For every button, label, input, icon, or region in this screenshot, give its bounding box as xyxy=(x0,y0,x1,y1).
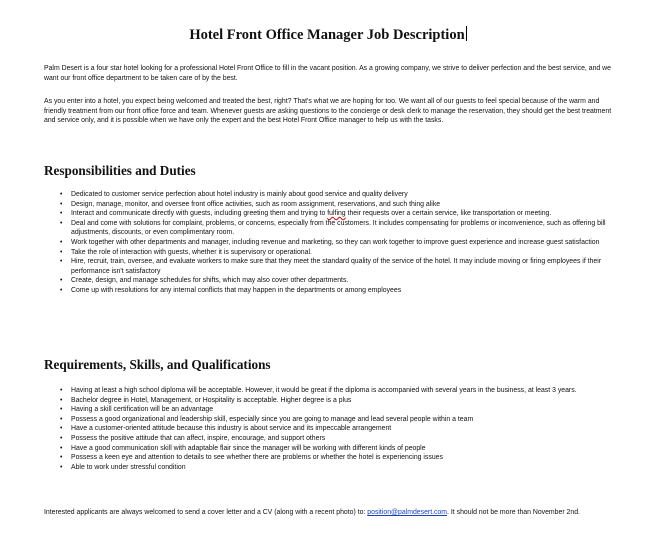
list-item-text: Having a skill certification will be an advantage xyxy=(71,406,214,414)
bullet-icon: • xyxy=(60,454,63,462)
bullet-icon: • xyxy=(60,238,63,246)
list-item-text: Possess the positive attitude that can affect, inspire, encourage, and support others xyxy=(71,434,326,442)
list-item xyxy=(60,453,612,463)
closing-text: Interested applicants are always welcomed to send a cover letter and a CV (along with a recent photo) to: xyxy=(44,509,368,516)
bullet-icon: • xyxy=(60,191,63,198)
list-item-text: Dedicated to customer service perfection about hotel industry is mainly about good service and quality delivery xyxy=(71,191,408,198)
bullet-icon: • xyxy=(60,406,63,414)
list-item-text: Have a good communication skill with adaptable flair since the manager will be working with different kinds of people xyxy=(71,444,426,452)
list-item xyxy=(60,386,612,396)
responsibilities-list xyxy=(60,190,612,296)
bullet-icon: • xyxy=(60,387,63,394)
list-item-text: Take the role of interaction with guests, whether it is supervisory or operational. xyxy=(71,248,312,256)
bullet-icon: • xyxy=(60,463,63,471)
list-item-text: Hire, recruit, train, oversee, and evaluate workers to make sure that they meet the standard quality of the service of the hotel. It may include moving or firing employees if their performance isn't satisfactory xyxy=(71,258,602,275)
list-item xyxy=(60,396,612,406)
list-item xyxy=(60,219,612,238)
bullet-icon: • xyxy=(60,434,63,442)
bullet-icon: • xyxy=(60,258,63,266)
requirements-heading: Requirements, Skills, and Qualifications xyxy=(44,357,271,372)
bullet-icon: • xyxy=(60,425,63,433)
list-item xyxy=(60,415,612,425)
list-item-text: Possess a keen eye and attention to details to see whether there are problems or whether the hotel is experiencing issues xyxy=(71,454,443,462)
list-item-text: Bachelor degree in Hotel, Management, or Hospitality is acceptable. Higher degree is a plus xyxy=(71,396,352,404)
list-item-text: Have a customer-oriented attitude because this industry is about service and its impeccable arrangement xyxy=(71,425,392,433)
list-item-text: Create, design, and manage schedules for shifts, which may also cover other departments. xyxy=(71,277,349,285)
list-item xyxy=(60,276,612,286)
list-item xyxy=(60,238,612,248)
list-item xyxy=(60,209,612,219)
bullet-icon: • xyxy=(60,219,63,227)
bullet-icon: • xyxy=(60,200,63,208)
list-item xyxy=(60,405,612,415)
list-item-text: Interact and communicate directly with guests, including greeting them and trying to fulfing their requests over a certain service, like transportation or meeting. xyxy=(71,210,552,218)
list-item xyxy=(60,444,612,454)
document-title: Hotel Front Office Manager Job Description xyxy=(189,27,465,43)
bullet-icon: • xyxy=(60,286,63,294)
list-item-text: Design, manage, monitor, and oversee front office activities, such as room assignment, reservations, and such thing alike xyxy=(71,200,441,208)
list-item xyxy=(60,286,612,296)
list-item-text: Possess a good organizational and leadership skill, especially since you are going to manage and lead several people within a team xyxy=(71,415,474,423)
list-item-text: Come up with resolutions for any internal conflicts that may happen in the departments or among employees xyxy=(71,286,402,294)
list-item xyxy=(60,200,612,210)
email-link[interactable]: position@palmdesert.com xyxy=(367,509,448,516)
bullet-icon: • xyxy=(60,396,63,404)
list-item-text: Able to work under stressful condition xyxy=(71,463,186,471)
list-item xyxy=(60,248,612,258)
intro-paragraph-1: Palm Desert is a four star hotel looking for a professional Hotel Front Office to fill in the vacant position. As a growing company, we strive to deliver perfection and the best service, and we want our front office department to be taken care of by the best. xyxy=(44,65,611,82)
list-item xyxy=(60,434,612,444)
text-cursor xyxy=(466,26,467,41)
bullet-icon: • xyxy=(60,444,63,452)
responsibilities-heading: Responsibilities and Duties xyxy=(44,163,196,178)
intro-paragraph-2: As you enter into a hotel, you expect being welcomed and treated the best, right? That's what we are hoping for too. We want all of our guests to feel special because of the warm and friendly treatment from our front office force and team. Whenever guests are asking questions to the concierge or desk clerk to manage the reservation, they should get the best treatment and service only, and it is possible when we have only the expert and the best Hotel Front Office manager to help us with the tasks. xyxy=(44,98,612,125)
closing-text-end: . It should not be more than November 2nd. xyxy=(447,509,580,516)
list-item-text: Having at least a high school diploma will be acceptable. However, it would be great if the diploma is accompanied with several years in the business, at least 3 years. xyxy=(71,387,577,394)
requirements-list xyxy=(60,386,612,472)
bullet-icon: • xyxy=(60,210,63,218)
list-item xyxy=(60,424,612,434)
bullet-icon: • xyxy=(60,248,63,256)
list-item xyxy=(60,257,612,276)
list-item xyxy=(60,190,612,200)
list-item-text: Work together with other departments and manager, including revenue and marketing, so they can work together to improve guest experience and increase guest satisfaction xyxy=(71,238,600,246)
list-item-text: Deal and come with solutions for complaint, problems, or concerns, especially from the customers. It includes compensating for problems or inconvenience, such as offering bill adjustments, discounts, or even complimentary room. xyxy=(71,219,606,237)
bullet-icon: • xyxy=(60,277,63,285)
spellcheck-marked-word[interactable]: fulfing xyxy=(327,210,346,218)
list-item xyxy=(60,463,612,473)
bullet-icon: • xyxy=(60,415,63,423)
closing-paragraph xyxy=(44,508,612,518)
